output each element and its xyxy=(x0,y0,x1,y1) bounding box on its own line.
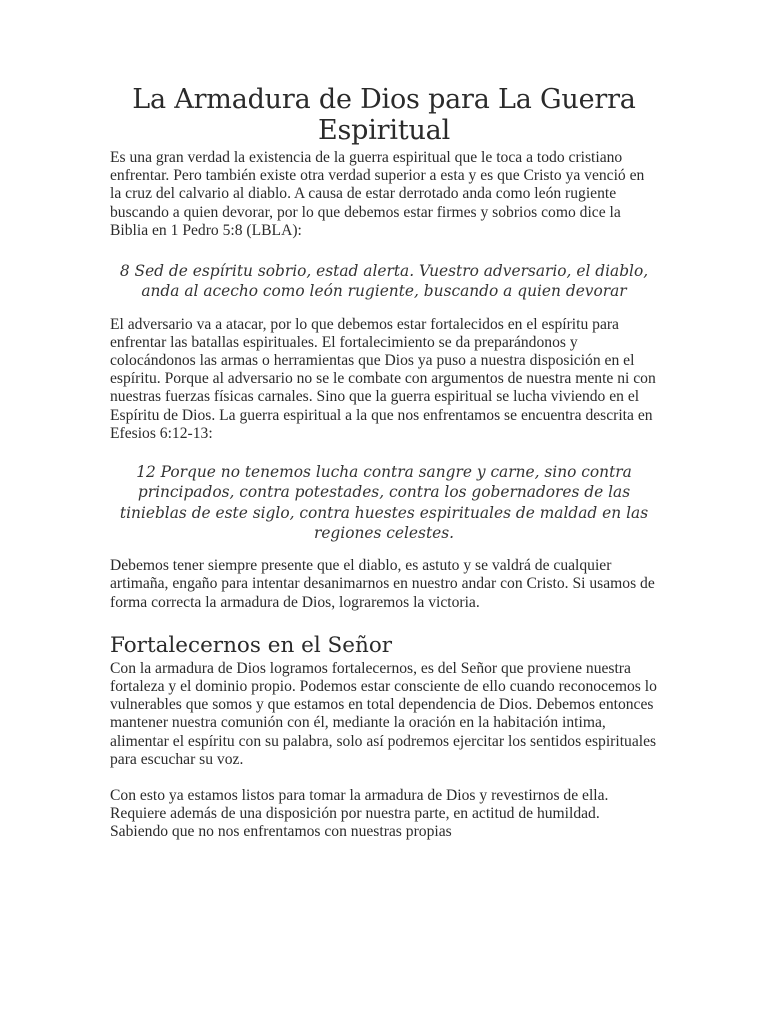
paragraph-revestirnos: Con esto ya estamos listos para tomar la armadura de Dios y revestirnos de ella. Requiere además de una disposición por nuestra parte, en actitud de humildad. Sabiendo que no nos enfrentamos con nuestras propias xyxy=(110,787,609,841)
document-page xyxy=(110,84,658,842)
intro-paragraph: Es una gran verdad la existencia de la guerra espiritual que le toca a todo cristiano enfrentar. Pero también existe otra verdad superior a esta y es que Cristo ya venció en la cruz del calvario al diablo. A causa de estar derrotado anda como león rugiente buscando a quien devorar, por lo que debemos estar firmes y sobrios como dice la Biblia en 1 Pedro 5:8 (LBLA): xyxy=(110,149,645,239)
section-heading: Fortalecernos en el Señor xyxy=(110,632,393,658)
paragraph-astuto: Debemos tener siempre presente que el diablo, es astuto y se valdrá de cualquier artimaña, engaño para intentar desanimarnos en nuestro andar con Cristo. Si usamos de forma correcta la armadura de Dios, lograremos la victoria. xyxy=(110,557,655,611)
bible-quote-efesios: 12 Porque no tenemos lucha contra sangre y carne, sino contra principados, contra potestades, contra los gobernadores de las tinieblas de este siglo, contra huestes espirituales de maldad en las regiones celestes. xyxy=(119,463,649,542)
document-title: La Armadura de Dios para La Guerra Espiritual xyxy=(132,84,636,146)
paragraph-fortalecernos: Con la armadura de Dios logramos fortalecernos, es del Señor que proviene nuestra fortaleza y el dominio propio. Podemos estar consciente de ello cuando reconocemos lo vulnerables que somos y que estamos en total dependencia de Dios. Debemos entonces mantener nuestra comunión con él, mediante la oración en la habitación intima, alimentar el espíritu con su palabra, solo así podremos ejercitar los sentidos espirituales para escuchar su voz. xyxy=(110,659,657,768)
bible-quote-1-pedro: 8 Sed de espíritu sobrio, estad alerta. Vuestro adversario, el diablo, anda al acecho como león rugiente, buscando a quien devorar xyxy=(119,262,649,301)
paragraph-adversario: El adversario va a atacar, por lo que debemos estar fortalecidos en el espíritu para enfrentar las batallas espirituales. El fortalecimiento se da preparándonos y colocándonos las armas o herramientas que Dios ya puso a nuestra disposición en el espíritu. Porque al adversario no se le combate con argumentos de nuestra mente ni con nuestras fuerzas físicas carnales. Sino que la guerra espiritual se lucha viviendo en el Espíritu de Dios. La guerra espiritual a la que nos enfrentamos se encuentra descrita en Efesios 6:12-13: xyxy=(110,315,656,442)
